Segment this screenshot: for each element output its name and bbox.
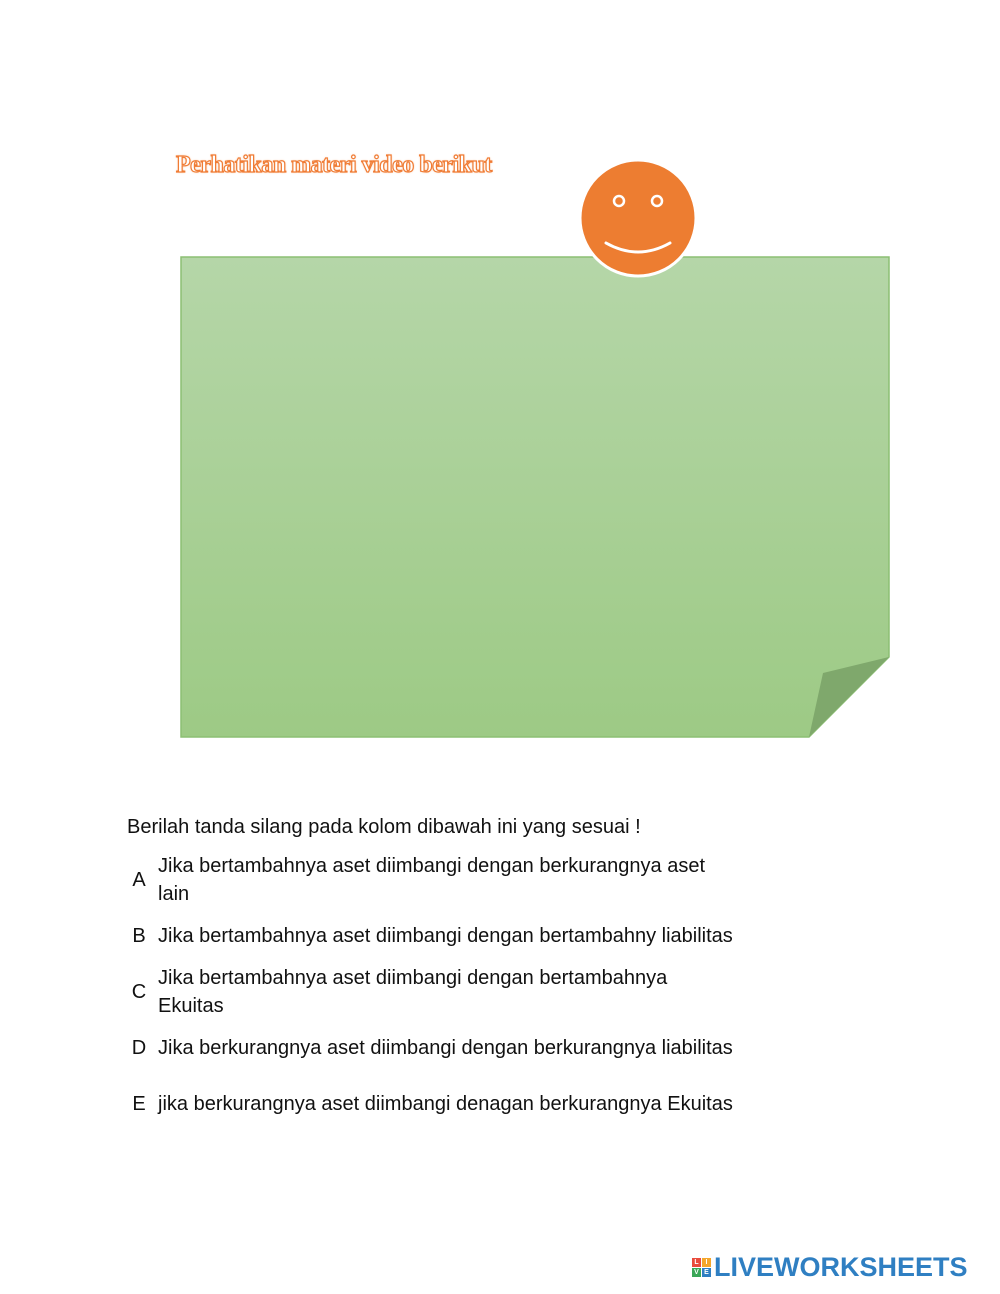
option-text: Jika bertambahnya aset diimbangi dengan berkurangnya aset lain bbox=[158, 855, 706, 905]
option-letter: C bbox=[131, 980, 147, 1003]
option-text: Jika berkurangnya aset diimbangi dengan berkurangnya liabilitas bbox=[158, 1037, 733, 1059]
instruction-text: Berilah tanda silang pada kolom dibawah ini yang sesuai ! bbox=[127, 816, 641, 838]
smiley-face-icon bbox=[577, 157, 699, 279]
option-a[interactable] bbox=[120, 852, 740, 908]
option-letter: B bbox=[132, 924, 146, 947]
option-e[interactable] bbox=[120, 1076, 740, 1132]
option-b[interactable] bbox=[120, 908, 740, 964]
sticky-note-video-placeholder bbox=[180, 256, 890, 738]
logo-letter-v: V bbox=[692, 1268, 701, 1277]
option-text: Jika bertambahnya aset diimbangi dengan bertambahny liabilitas bbox=[158, 925, 733, 947]
option-letter: D bbox=[131, 1036, 147, 1059]
option-text: jika berkurangnya aset diimbangi denagan berkurangnya Ekuitas bbox=[158, 1093, 733, 1115]
option-text: Jika bertambahnya aset diimbangi dengan bertambahnya Ekuitas bbox=[158, 967, 668, 1017]
page-heading: Perhatikan materi video berikut bbox=[176, 152, 492, 178]
logo-letter-l: L bbox=[692, 1258, 701, 1267]
option-letter: E bbox=[132, 1092, 146, 1115]
logo-letter-e: E bbox=[702, 1268, 711, 1277]
liveworksheets-logo[interactable] bbox=[692, 1252, 968, 1283]
option-letter: A bbox=[132, 868, 146, 891]
liveworksheets-logo-icon bbox=[692, 1258, 711, 1277]
option-c[interactable] bbox=[120, 964, 740, 1020]
brand-name: LIVEWORKSHEETS bbox=[714, 1252, 968, 1282]
answer-options bbox=[120, 852, 740, 1132]
logo-letter-i: I bbox=[702, 1258, 711, 1267]
option-d[interactable] bbox=[120, 1020, 740, 1076]
